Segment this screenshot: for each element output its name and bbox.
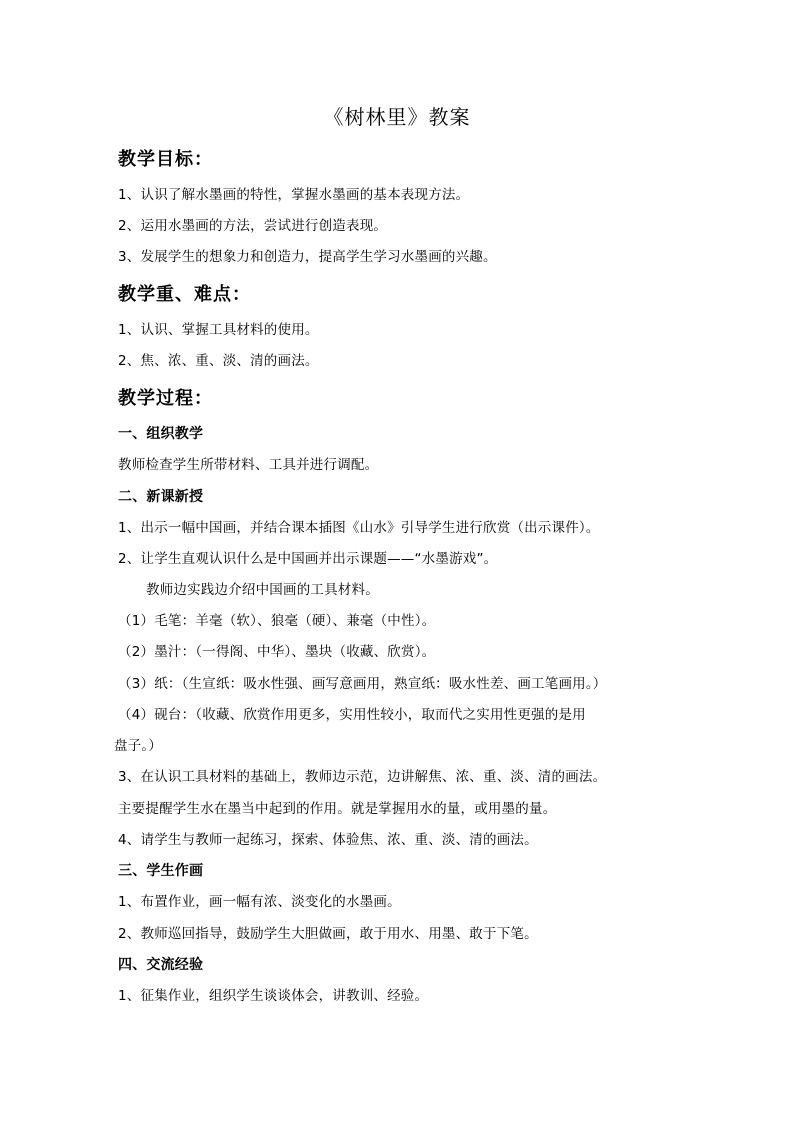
process-line: 主要提醒学生水在墨当中起到的作用。就是掌握用水的量，或用墨的量。 [118, 801, 557, 817]
process-line: 4、请学生与教师一起练习，探索、体验焦、浓、重、淡、清的画法。 [118, 832, 538, 848]
goal-item: 1、认识了解水墨画的特性，掌握水墨画的基本表现方法。 [118, 187, 470, 203]
process-part1-heading: 一、组织教学 [118, 426, 204, 442]
section-heading-goals: 教学目标： [118, 149, 213, 170]
process-line: 1、布置作业，画一幅有浓、淡变化的水墨画。 [118, 894, 401, 910]
process-line: （4）砚台：（收藏、欣赏作用更多，实用性较小，取而代之实用性更强的是用 [118, 707, 586, 723]
process-line: 教师检查学生所带材料、工具并进行调配。 [118, 457, 379, 473]
process-part4-heading: 四、交流经验 [118, 957, 204, 973]
key-point-item: 2、焦、浓、重、淡、清的画法。 [118, 353, 319, 369]
section-heading-key-points: 教学重、难点： [118, 284, 251, 305]
process-line: 教师边实践边介绍中国画的工具材料。 [146, 582, 379, 598]
process-line: 盘子。） [114, 738, 163, 754]
process-line: （3）纸：（生宣纸：吸水性强、画写意画用，熟宣纸：吸水性差、画工笔画用。） [118, 676, 607, 692]
document-title: 《树林里》教案 [323, 105, 471, 129]
process-line: 3、在认识工具材料的基础上，教师边示范，边讲解焦、浓、重、淡、清的画法。 [118, 769, 607, 785]
key-point-item: 1、认识、掌握工具材料的使用。 [118, 322, 319, 338]
process-part2-heading: 二、新课新授 [118, 489, 204, 505]
process-line: 1、征集作业，组织学生谈谈体会，讲教训、经验。 [118, 988, 429, 1004]
section-heading-process: 教学过程： [118, 388, 213, 409]
process-line: （2）墨汁：（一得阁、中华）、墨块（收藏、欣赏）。 [118, 644, 436, 660]
goal-item: 2、运用水墨画的方法，尝试进行创造表现。 [118, 218, 388, 234]
process-line: 2、教师巡回指导，鼓励学生大胆做画，敢于用水、用墨、敢于下笔。 [118, 926, 538, 942]
process-part3-heading: 三、学生作画 [118, 863, 204, 879]
process-line: （1）毛笔：羊毫（软）、狼毫（硬）、兼毫（中性）。 [118, 613, 436, 629]
process-line: 1、出示一幅中国画，并结合课本插图《山水》引导学生进行欣赏（出示课件）。 [118, 520, 600, 536]
goal-item: 3、发展学生的想象力和创造力，提高学生学习水墨画的兴趣。 [118, 249, 497, 265]
process-line: 2、让学生直观认识什么是中国画并出示课题——“水墨游戏”。 [118, 551, 498, 567]
